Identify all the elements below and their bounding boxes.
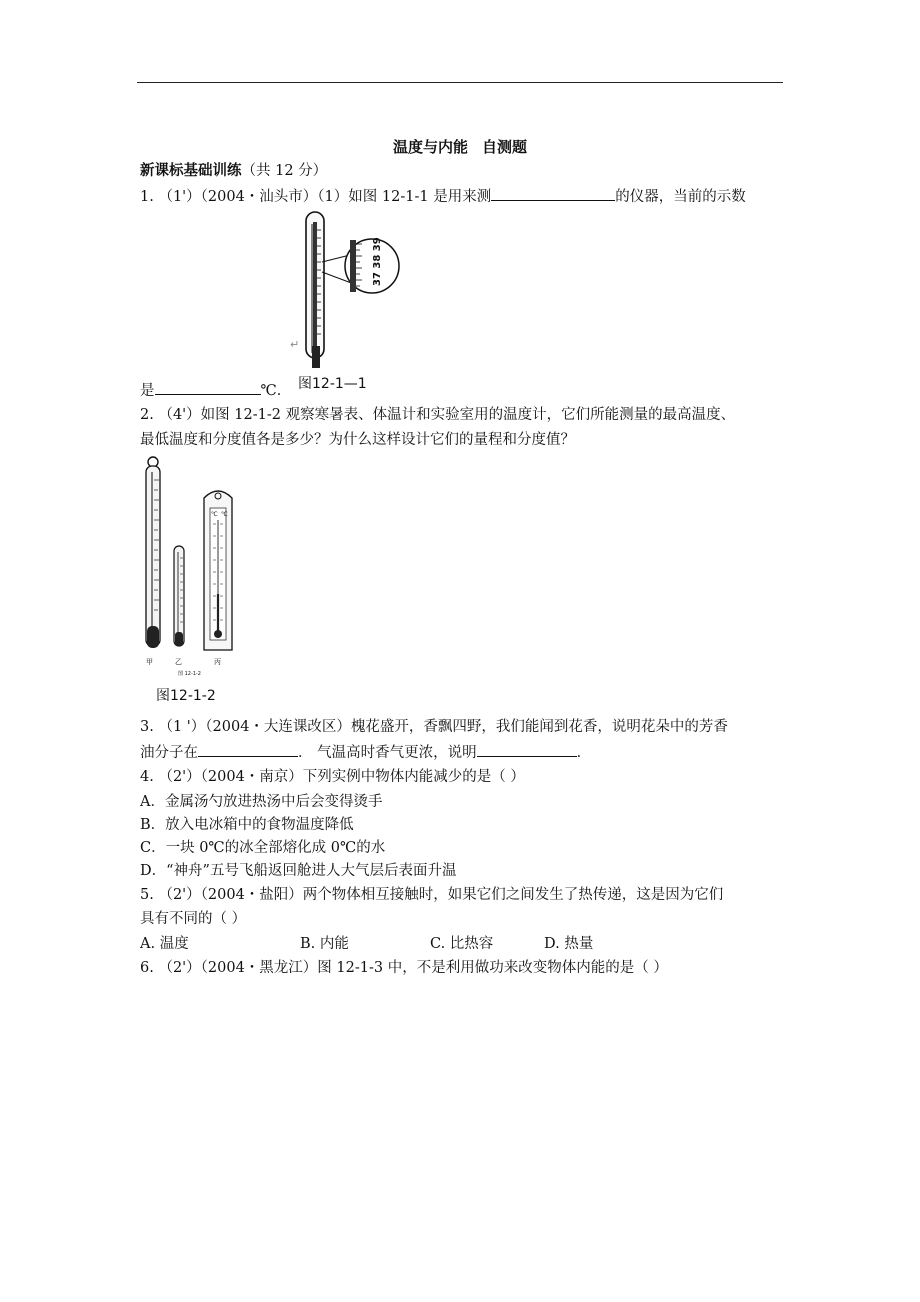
- q6-stem: 6. （2'）（2004・黑龙江）图 12-1-3 中，不是利用做功来改变物体内能的是（ ）: [140, 960, 668, 976]
- unit-mark-left: ℃: [211, 511, 218, 518]
- q3-line2-end: ．: [576, 745, 592, 761]
- figure-12-1-2-label: 图12-1-2: [156, 688, 216, 704]
- q5-option-a: A. 温度: [140, 936, 189, 952]
- q1-blank-reading[interactable]: [155, 380, 261, 395]
- q3-line2-mid: ． 气温高时香气更浓，说明: [298, 745, 477, 761]
- label-yi: 乙: [175, 658, 182, 666]
- label-bing: 丙: [214, 658, 221, 666]
- q5-line2: 具有不同的（ ）: [140, 911, 247, 927]
- q5-options: [140, 934, 593, 954]
- section-heading: [140, 161, 327, 181]
- q1-line1: [140, 186, 746, 207]
- q3-line1: 3. （1 '）（2004・大连课改区）槐花盛开，香飘四野，我们能闻到花香，说明花朵中的芳香: [140, 719, 728, 735]
- page-title: [0, 137, 920, 157]
- unit-mark-right: ℃: [221, 511, 228, 518]
- q3-line2: [140, 742, 591, 763]
- magnifier-scale-label: 37 38 39: [372, 237, 383, 286]
- q5-option-d: D. 热量: [544, 936, 594, 952]
- figure-12-1-1-label: 图12-1—1: [298, 376, 367, 392]
- q4-option-b: B．放入电冰箱中的食物温度降低: [140, 817, 354, 833]
- q5-option-b: B. 内能: [300, 936, 349, 952]
- thermometer-yi: [174, 546, 184, 646]
- section-points: （共 12 分）: [241, 163, 328, 179]
- label-jia: 甲: [146, 658, 153, 666]
- q1-line2-start: 是: [140, 383, 155, 399]
- q4-option-d: D．“神舟”五号飞船返回舱进人大气层后表面升温: [140, 863, 457, 879]
- figure-12-1-2: [138, 454, 246, 706]
- q5-line1: 5. （2'）（2004・盐阳）两个物体相互接触时，如果它们之间发生了热传递，这是因为它们: [140, 887, 724, 903]
- q3-blank-2[interactable]: [477, 742, 577, 757]
- q4-option-a: A．金属汤勺放进热汤中后会变得烫手: [140, 794, 383, 810]
- q1-lead: 1. （1'）（2004・汕头市）（1）如图 12-1-1 是用来测: [140, 189, 492, 205]
- q2-line2: 最低温度和分度值各是多少？为什么这样设计它们的量程和分度值？: [140, 432, 575, 448]
- title-sub: 自测题: [482, 138, 528, 156]
- q4-stem: 4. （2'）（2004・南京）下列实例中物体内能减少的是（ ）: [140, 769, 525, 785]
- q2-line1: 2. （4'）如图 12-1-2 观察寒暑表、体温计和实验室用的温度计，它们所能测量的最高温度、: [140, 407, 736, 423]
- q1-line2: [140, 380, 291, 401]
- header-rule: [137, 82, 783, 83]
- q5-option-c: C. 比热容: [430, 936, 494, 952]
- thermometer-bulb: [312, 346, 320, 368]
- q3-blank-1[interactable]: [198, 742, 298, 757]
- figure-12-1-2-small-caption: 图 12-1-2: [178, 671, 201, 677]
- q1-mid: 的仪器，当前的示数: [615, 189, 746, 205]
- q3-line2-start: 油分子在: [140, 745, 198, 761]
- mercury-column: [313, 222, 317, 350]
- title-main: 温度与内能: [392, 138, 468, 156]
- q1-blank-instrument[interactable]: [491, 186, 615, 201]
- figure-12-1-1: [288, 208, 406, 394]
- q1-line2-end: ℃．: [260, 383, 292, 399]
- thermometer-jia: [146, 466, 160, 646]
- q4-option-c: C．一块 0℃的冰全部熔化成 0℃的水: [140, 840, 386, 856]
- section-heading-text: 新课标基础训练: [140, 162, 242, 179]
- return-mark: ↵: [290, 338, 300, 351]
